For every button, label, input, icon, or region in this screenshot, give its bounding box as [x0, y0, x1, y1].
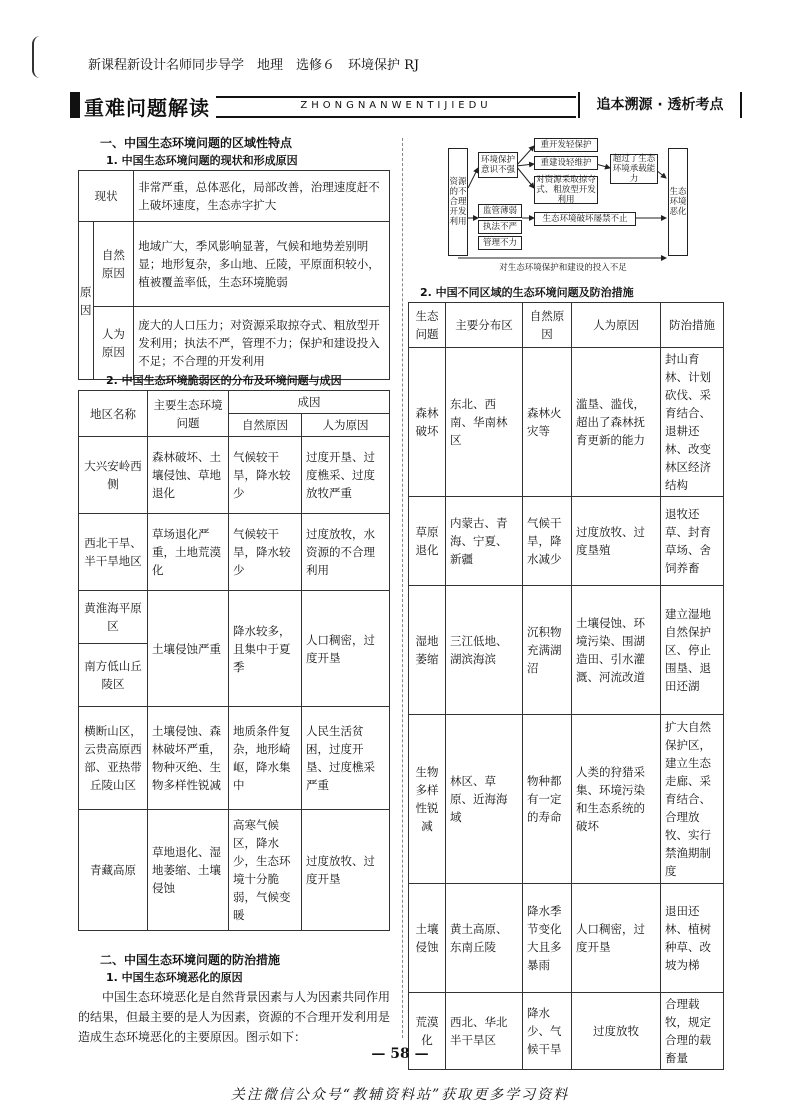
diagram-b3: 重建设轻维护: [534, 156, 598, 170]
cell-human: 过度开垦、过度樵采、过度放牧严重: [302, 437, 390, 514]
cell-issue: 森林破坏: [409, 348, 446, 497]
cause-diagram: [448, 138, 698, 278]
cell-natural: 气候较干旱，降水较少: [229, 437, 302, 514]
right-tag: 追本溯源 · 透析考点: [578, 92, 742, 118]
cell-problem: 土壤侵蚀、森林破坏严重，物种灭绝、生物多样性锐减: [148, 707, 229, 810]
cell-natural: 高寒气候区，降水少，生态环境十分脆弱，气候变暖: [229, 810, 302, 931]
cell-natural: 沉积物充满湖沼: [523, 586, 572, 715]
h-cause: 成因: [229, 391, 390, 414]
pinyin-banner: ZHONGNANWENTIJIEDU: [216, 96, 576, 118]
cell-natural: 气候较干旱，降水较少: [229, 514, 302, 591]
section1-title: 一、中国生态环境问题的区域性特点: [100, 136, 293, 150]
cell-issue: 土壤侵蚀: [409, 884, 446, 993]
table-row: [409, 884, 724, 993]
human-text: 庞大的人口压力；对资源采取掠夺式、粗放型开发利用；执法不严，管理不力；保护和建设投入不足；不合理的开发利用: [134, 307, 390, 380]
cell-issue: 荒漠化: [409, 993, 446, 1070]
table-status-causes: [78, 170, 390, 380]
cell-natural: 物种都有一定的寿命: [523, 715, 572, 884]
h-problem: 主要生态环境问题: [148, 391, 229, 437]
section1-sub1: 1. 中国生态环境问题的现状和形成原因: [106, 154, 298, 167]
diagram-b6: 监管薄弱: [478, 204, 522, 218]
table-row: [409, 348, 724, 497]
body-paragraph: 中国生态环境恶化是自然背景因素与人为因素共同作用的结果，但最主要的是人为因素，资源的不合理开发利用是造成生态环境恶化的主要原因。图示如下：: [78, 990, 391, 1044]
diagram-b5: 超过了生态环境承载能力: [610, 154, 658, 184]
table-row: [409, 715, 724, 884]
cell-problem: 土壤侵蚀严重: [148, 591, 229, 707]
status-text: 非常严重，总体恶化，局部改善，治理速度赶不上破坏速度，生态赤字扩大: [134, 171, 390, 222]
cell-problem: 森林破坏、土壤侵蚀、草地退化: [148, 437, 229, 514]
cell-human: 滥垦、滥伐，超出了森林抚育更新的能力: [572, 348, 661, 497]
cell-issue: 草原退化: [409, 497, 446, 586]
cell-human: 过度放牧、过度垦殖: [572, 497, 661, 586]
th-measure: 防治措施: [661, 303, 724, 348]
table-row: [79, 810, 390, 931]
cell-human: 人类的狩猎采集、环境污染和生态系统的破坏: [572, 715, 661, 884]
cell-natural: 森林火灾等: [523, 348, 572, 497]
h-region: 地区名称: [79, 391, 148, 437]
cell-problem: 草场退化严重，土地荒漠化: [148, 514, 229, 591]
cell-natural: 降水较多，且集中于夏季: [229, 591, 302, 707]
cell-measure: 扩大自然保护区，建立生态走廊、采育结合、合理放牧、实行禁渔期制度: [661, 715, 724, 884]
section-title: 重难问题解读: [84, 96, 210, 120]
book-title: 新课程新设计名师同步导学 地理 选修６ 环境保护 RJ: [88, 58, 420, 73]
section2-sub1: 1. 中国生态环境恶化的原因: [106, 971, 243, 984]
cell-area: 黄土高原、东南丘陵: [446, 884, 523, 993]
diagram-b4: 对资源采取掠夺式、粗放型开发利用: [534, 176, 598, 204]
table-row: [409, 497, 724, 586]
table-row: [79, 591, 390, 644]
diagram-b1: 环境保护意识不强: [478, 152, 518, 178]
cell-human: 过度放牧、过度开垦: [302, 810, 390, 931]
cell-human: 土壤侵蚀、环境污染、围湖造田、引水灌溉、河流改道: [572, 586, 661, 715]
cell-natural: 地质条件复杂，地形崎岖，降水集中: [229, 707, 302, 810]
cell-natural: 降水季节变化大且多暴雨: [523, 884, 572, 993]
cell-measure: 退田还林、植树种草、改坡为梯: [661, 884, 724, 993]
diagram-right: 生态环境恶化: [668, 148, 688, 256]
cell-human: 过度放牧: [572, 993, 661, 1070]
cell-measure: 建立湿地自然保护区、停止围垦、退田还湖: [661, 586, 724, 715]
status-label: 现状: [79, 171, 134, 222]
cell-human: 人口稠密，过度开垦: [572, 884, 661, 993]
header-bracket: [32, 36, 44, 78]
diagram-b9: 生态环境破坏屡禁不止: [534, 212, 636, 226]
cell-natural: 降水少、气候干旱: [523, 993, 572, 1070]
table-row: [79, 707, 390, 810]
h-natural: 自然原因: [229, 414, 302, 437]
cell-region: 大兴安岭西侧: [79, 437, 148, 514]
th-natural: 自然原因: [523, 303, 572, 348]
table-row: [409, 586, 724, 715]
cell-area: 东北、西南、华南林区: [446, 348, 523, 497]
cell-human: 过度放牧，水资源的不合理利用: [302, 514, 390, 591]
cell-region: 黄淮海平原区: [79, 591, 148, 644]
diagram-left: 资源的不合理开发利用: [448, 148, 468, 256]
cell-natural: 气候干旱，降水减少: [523, 497, 572, 586]
column-divider: [402, 138, 403, 1038]
section2-title: 二、中国生态环境问题的防治措施: [100, 953, 281, 967]
cell-measure: 退牧还草、封育草场、舍饲养畜: [661, 497, 724, 586]
title-block-mark: [70, 92, 80, 118]
th-human: 人为原因: [572, 303, 661, 348]
cell-region: 南方低山丘陵区: [79, 644, 148, 707]
cell-area: 林区、草原、近海海域: [446, 715, 523, 884]
footer-note: 关注微信公众号“教辅资料站”获取更多学习资料: [230, 1087, 570, 1103]
natural-label: 自然原因: [93, 222, 134, 307]
diagram-b7: 执法不严: [478, 220, 522, 234]
cell-region: 横断山区，云贵高原西部、亚热带丘陵山区: [79, 707, 148, 810]
cell-problem: 草地退化、湿地萎缩、土壤侵蚀: [148, 810, 229, 931]
cell-issue: 湿地萎缩: [409, 586, 446, 715]
section2-sub2: 2. 中国不同区域的生态环境问题及防治措施: [420, 286, 634, 299]
cell-area: 西北、华北半干旱区: [446, 993, 523, 1070]
table-row: [79, 514, 390, 591]
section1-sub2: 2. 中国生态环境脆弱区的分布及环境问题与成因: [106, 374, 342, 387]
cause-label: 原因: [79, 222, 94, 380]
cell-region: 青藏高原: [79, 810, 148, 931]
page-number: — 58 —: [371, 1046, 429, 1062]
natural-text: 地域广大，季风影响显著，气候和地势差别明显；地形复杂，多山地、丘陵，平原面积较小，植被覆盖率低，生态环境脆弱: [134, 222, 390, 307]
table-row: [79, 437, 390, 514]
cell-area: 三江低地、湖滨海滨: [446, 586, 523, 715]
diagram-b8: 管理不力: [478, 236, 522, 250]
human-label: 人为原因: [93, 307, 134, 380]
th-area: 主要分布区: [446, 303, 523, 348]
cell-region: 西北干旱、半干旱地区: [79, 514, 148, 591]
table-fragile-regions: [78, 390, 390, 931]
table-regional-measures: [408, 302, 724, 1070]
cell-measure: 合理载牧，规定合理的载畜量: [661, 993, 724, 1070]
cell-human: 人民生活贫困，过度开垦、过度樵采严重: [302, 707, 390, 810]
diagram-bottom: 对生态环境保护和建设的投入不足: [499, 263, 627, 273]
h-human: 人为原因: [302, 414, 390, 437]
cell-human: 人口稠密，过度开垦: [302, 591, 390, 707]
cell-measure: 封山育林、计划砍伐、采育结合、退耕还林、改变林区经济结构: [661, 348, 724, 497]
diagram-b2: 重开发轻保护: [534, 138, 598, 152]
section-title-bar: [70, 92, 220, 118]
cell-issue: 生物多样性锐减: [409, 715, 446, 884]
th-issue: 生态问题: [409, 303, 446, 348]
cell-area: 内蒙古、青海、宁夏、新疆: [446, 497, 523, 586]
